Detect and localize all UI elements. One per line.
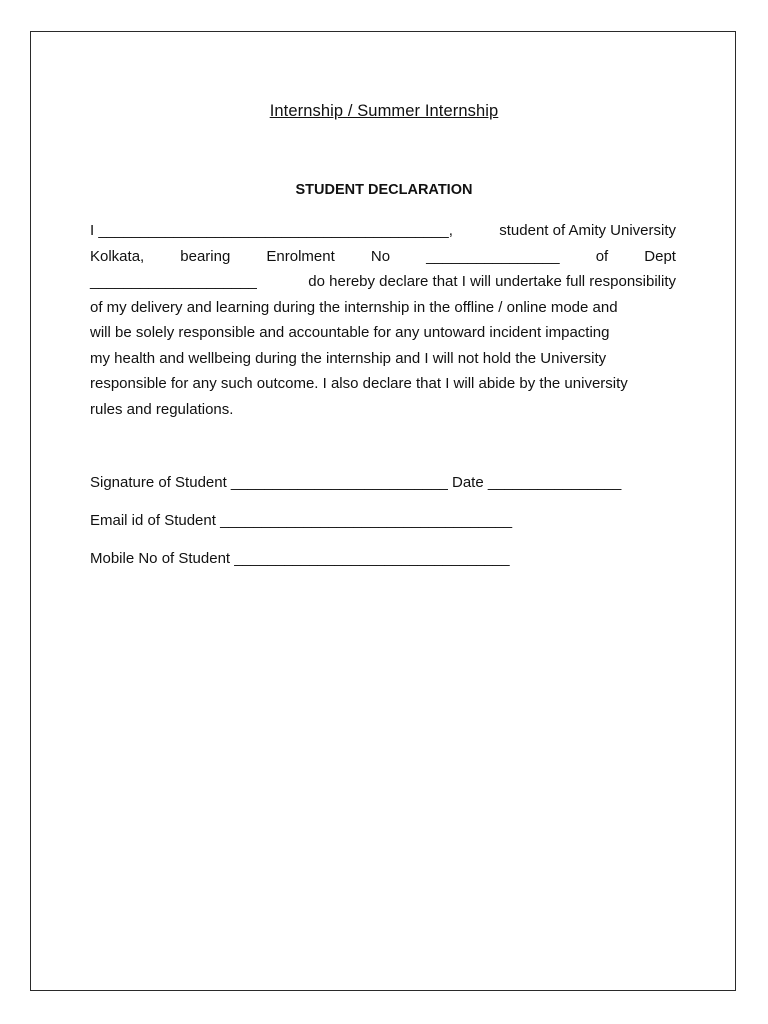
declaration-heading: STUDENT DECLARATION <box>295 182 473 198</box>
document-page <box>30 31 736 991</box>
declaration-line-5: will be solely responsible and accountable for any untoward incident impacting <box>90 324 610 341</box>
mobile-field: Mobile No of Student _________________________________ <box>90 550 510 567</box>
declaration-line-4: of my delivery and learning during the internship in the offline / online mode and <box>90 298 618 316</box>
declaration-word: Enrolment <box>266 247 335 265</box>
declaration-word: Dept <box>644 247 676 265</box>
declaration-word: bearing <box>180 247 231 265</box>
declaration-line-3 <box>90 269 676 295</box>
declaration-paragraph <box>90 218 676 422</box>
declaration-line-3-text: do hereby declare that I will undertake full responsibility <box>308 273 676 290</box>
dept-blank: ____________________ <box>90 273 257 290</box>
declaration-line-1-text: student of Amity University <box>499 222 676 239</box>
declaration-line-1 <box>90 218 676 244</box>
declaration-line-6: my health and wellbeing during the internship and I will not hold the University <box>90 349 607 367</box>
declaration-word: Kolkata, <box>90 247 145 265</box>
declaration-word: of <box>595 247 609 265</box>
document-title: Internship / Summer Internship <box>269 102 499 120</box>
email-field: Email id of Student ___________________________________ <box>90 512 513 529</box>
enrolment-no-blank: ________________ <box>426 247 560 265</box>
declaration-line-2 <box>90 244 676 270</box>
declaration-word: No <box>370 247 391 265</box>
student-name-blank: I __________________________________________, <box>90 222 453 239</box>
signature-date-field: Signature of Student __________________________ Date ________________ <box>90 474 622 491</box>
declaration-line-8: rules and regulations. <box>90 400 234 418</box>
declaration-line-7: responsible for any such outcome. I also declare that I will abide by the university <box>90 375 628 392</box>
